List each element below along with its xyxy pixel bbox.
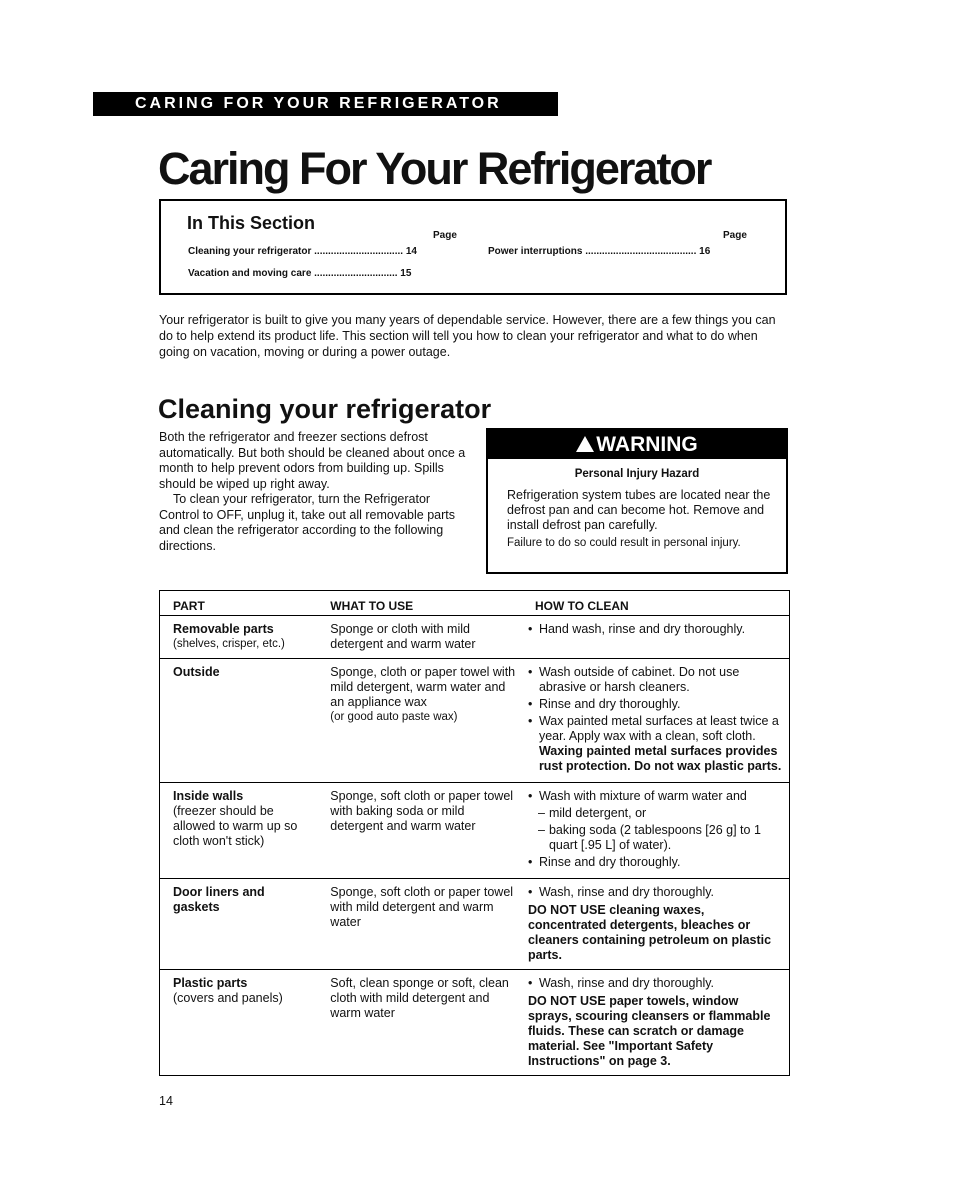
cell-how: • Wash, rinse and dry thoroughly. DO NOT USE cleaning waxes, concentrated detergents, bleaches or cleaners containing petroleum on plastic parts. bbox=[522, 879, 790, 970]
warning-text-1: Refrigeration system tubes are located near the defrost pan and can become hot. Remove and install defrost pan carefully. bbox=[507, 488, 771, 532]
cell-how: • Wash, rinse and dry thoroughly. DO NOT USE paper towels, window sprays, scouring cleansers or flammable fluids. These can scratch or damage material. See "Important Safety Instructions" on page 3. bbox=[522, 970, 790, 1076]
table-row bbox=[160, 879, 790, 970]
cleaning-body bbox=[159, 430, 469, 554]
table-row bbox=[160, 970, 790, 1076]
cell-part: Inside walls (freezer should be allowed to warm up so cloth won't stick) bbox=[160, 783, 318, 879]
page-number: 14 bbox=[159, 1094, 173, 1108]
cell-use: Sponge, soft cloth or paper towel with mild detergent and warm water bbox=[317, 879, 522, 970]
warning-label: WARNING bbox=[596, 433, 698, 456]
section-header-bar: CARING FOR YOUR REFRIGERATOR bbox=[93, 92, 558, 116]
cell-part: Removable parts (shelves, crisper, etc.) bbox=[160, 616, 318, 659]
in-this-section-box bbox=[159, 199, 787, 295]
toc-heading: In This Section bbox=[187, 213, 316, 233]
cell-part: Plastic parts (covers and panels) bbox=[160, 970, 318, 1076]
cell-use: Soft, clean sponge or soft, clean cloth with mild detergent and warm water bbox=[317, 970, 522, 1076]
page-title: Caring For Your Refrigerator bbox=[158, 143, 711, 194]
warning-text-2: Failure to do so could result in personal injury. bbox=[507, 537, 741, 549]
toc-page-label-left: Page bbox=[433, 230, 457, 241]
cell-how: • Wash with mixture of warm water and – mild detergent, or – baking soda (2 tablespoons [26 g] to 1 quart [.95 L] of water). • Rinse and dry thoroughly. bbox=[522, 783, 790, 879]
cell-part: Door liners and gaskets bbox=[160, 879, 318, 970]
col-header-what-to-use: WHAT TO USE bbox=[330, 599, 414, 613]
cell-use: Sponge, cloth or paper towel with mild detergent, warm water and an appliance wax (or good auto paste wax) bbox=[317, 659, 522, 783]
cell-use: Sponge or cloth with mild detergent and warm water bbox=[317, 616, 522, 659]
cell-part: Outside bbox=[160, 659, 318, 783]
section-title-cleaning: Cleaning your refrigerator bbox=[158, 394, 492, 424]
cell-how: • Wash outside of cabinet. Do not use abrasive or harsh cleaners. • Rinse and dry thoroughly. • Wax painted metal surfaces at least twice a year. Apply wax with a clean, soft cloth. Waxing painted metal surfaces provides rust protection. Do not wax plastic parts. bbox=[522, 659, 790, 783]
cleaning-table bbox=[159, 590, 790, 1076]
table-row bbox=[160, 616, 790, 659]
toc-entry-vacation[interactable]: Vacation and moving care .............................. 15 bbox=[188, 268, 412, 279]
warning-box bbox=[486, 428, 788, 574]
warning-text bbox=[507, 488, 782, 554]
cleaning-para-2: To clean your refrigerator, turn the Refrigerator Control to OFF, unplug it, take out all removable parts and clean the refrigerator according to the following directions. bbox=[159, 492, 455, 553]
table-row bbox=[160, 783, 790, 879]
col-header-how-to-clean: HOW TO CLEAN bbox=[534, 599, 629, 613]
warning-hazard-title: Personal Injury Hazard bbox=[574, 468, 700, 480]
cell-use: Sponge, soft cloth or paper towel with baking soda or mild detergent and warm water bbox=[317, 783, 522, 879]
warning-triangle-icon bbox=[576, 436, 594, 452]
toc-page-label-right: Page bbox=[723, 230, 747, 241]
cleaning-para-1: Both the refrigerator and freezer sections defrost automatically. But both should be cleaned about once a month to help prevent odors from building up. Spills should be wiped up right away. bbox=[159, 430, 466, 491]
intro-paragraph: Your refrigerator is built to give you many years of dependable service. However, there are a few things you can do to help extend its product life. This section will tell you how to clean your refrigerator and what to do when going on vacation, moving or during a power outage. bbox=[159, 313, 776, 359]
toc-entry-power[interactable]: Power interruptions ........................................ 16 bbox=[488, 246, 711, 257]
table-header-row bbox=[160, 591, 790, 616]
warning-bar bbox=[488, 430, 786, 459]
cell-how: • Hand wash, rinse and dry thoroughly. bbox=[522, 616, 790, 659]
table-row bbox=[160, 659, 790, 783]
col-header-part: PART bbox=[173, 599, 205, 613]
toc-entry-cleaning[interactable]: Cleaning your refrigerator ................................ 14 bbox=[188, 246, 417, 257]
